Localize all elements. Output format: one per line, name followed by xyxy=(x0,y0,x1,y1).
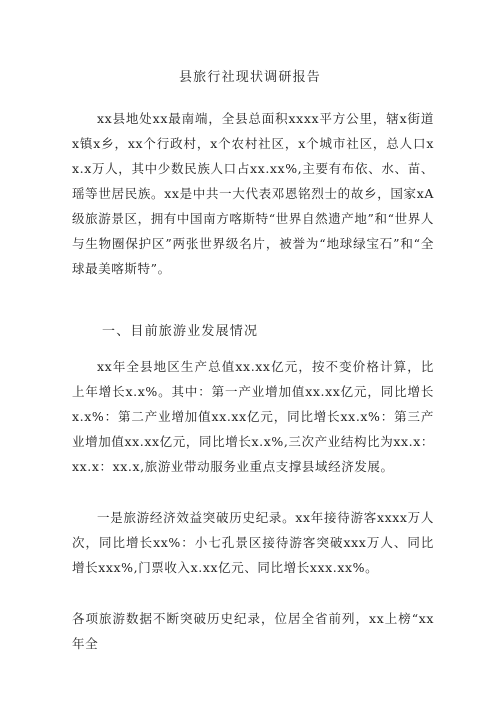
paragraph-tourism-records: 各项旅游数据不断突破历史纪录，位居全省前列，xx上榜“xx年全 xyxy=(72,611,434,651)
page-title: 县旅行社现状调研报告 xyxy=(178,70,321,85)
section-heading: 一、目前旅游业发展情况 xyxy=(102,324,259,339)
paragraph-overview: xx县地处xx最南端，全县总面积xxxx平方公里，辖x街道x镇x乡，xx个行政村，x个农村社区，x个城市社区，总人口xx.x万人，其中少数民族人口占xx.xx%,主要有布依、水、苗、瑶等世居民族。xx是中共一大代表邓恩铭烈士的故乡，国家xA级旅游景区，拥有中国南方喀斯特“世界自然遗产地”和“世界人与生物圈保护区”两张世界级名片，被誉为“地球绿宝石”和“全球最美喀斯特”。 xyxy=(72,111,434,276)
paragraph-tourism-benefits: 一是旅游经济效益突破历史纪录。xx年接待游客xxxx万人次，同比增长xx%：小七孔景区接待游客突破xxx万人、同比增长xxx%,门票收入x.xx亿元、同比增长xxx.xx%。 xyxy=(72,510,434,575)
paragraph-economy: xx年全县地区生产总值xx.xx亿元，按不变价格计算，比上年增长x.x%。其中：第一产业增加值xx.xx亿元，同比增长x.x%：第二产业增加值xx.xx亿元，同比增长xx.x%：第三产业增加值xx.xx亿元，同比增长x.x%,三次产业结构比为xx.x：xx.x：xx.x,旅游业带动服务业重点支撑县域经济发展。 xyxy=(72,359,434,474)
